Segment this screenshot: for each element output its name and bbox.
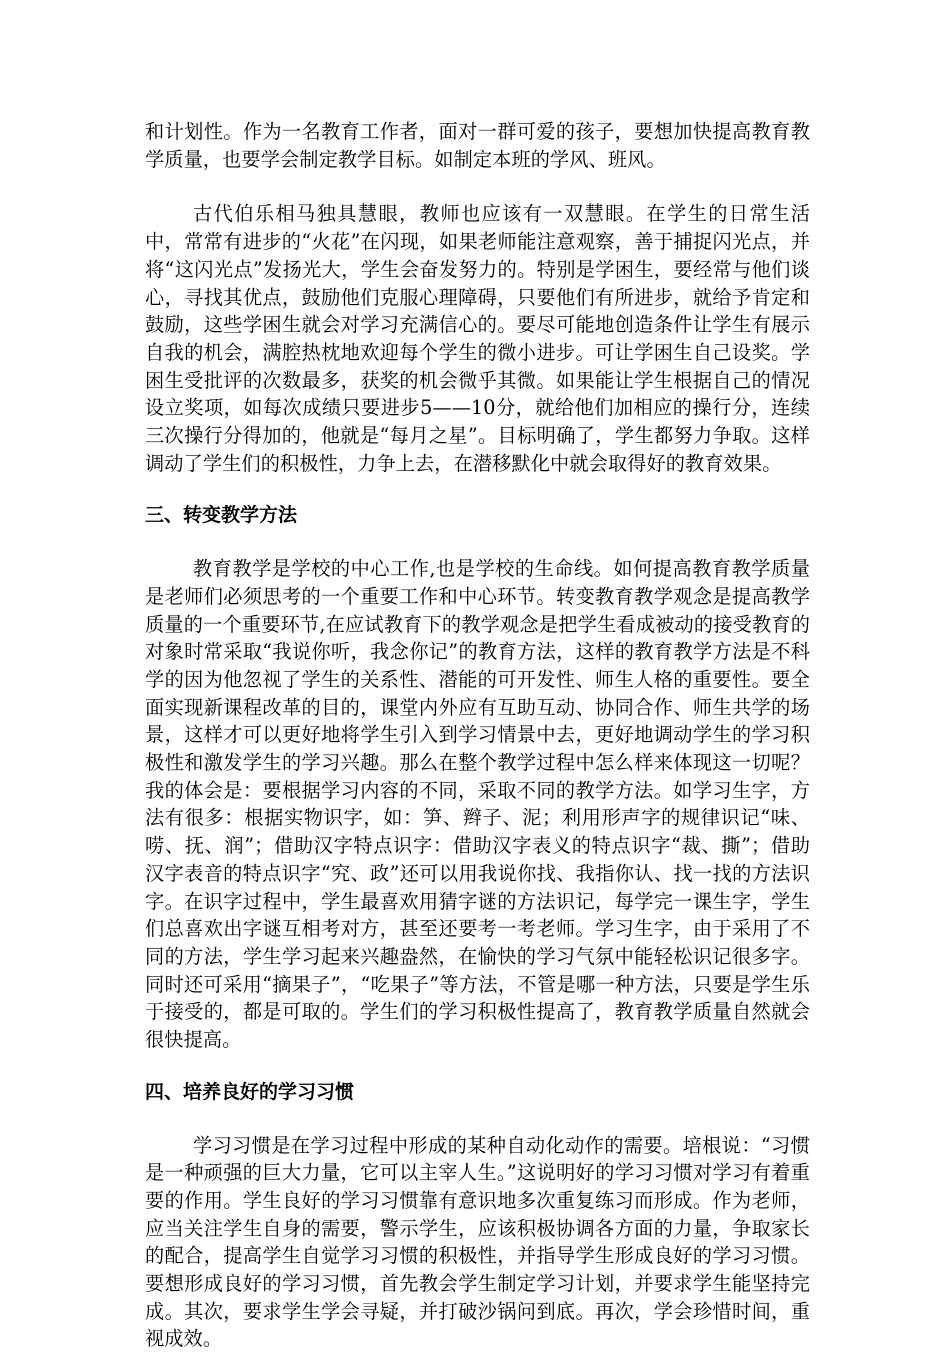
paragraph-section-3: 教育教学是学校的中心工作,也是学校的生命线。如何提高教育教学质量是老师们必须思考的一个重要工作和中心环节。转变教育教学观念是提高教学质量的一个重要环节,在应试教育下的教学观念是把学生看成被动的接受教育的对象时常采取“我说你听，我念你记”的教育方法，这样的教育教学方法是不科学的因为他忽视了学生的关系性、潜能的可开发性、师生人格的重要性。要全面实现新课程改革的目的，课堂内外应有互助互动、协同合作、师生共学的场景，这样才可以更好地将学生引入到学习情景中去，更好地调动学生的学习积极性和激发学生的学习兴趣。那么在整个教学过程中怎么样来体现这一切呢？我的体会是：要根据学习内容的不同，采取不同的教学方法。如学习生字，方法有很多：根据实物识字，如：笋、辫子、泥；利用形声字的规律识记“味、唠、抚、润”；借助汉字特点识字：借助汉字表义的特点识字“裁、撕”；借助汉字表音的特点识字“究、政”还可以用我说你找、我指你认、找一找的方法识字。在识字过程中，学生最喜欢用猜字谜的方法识记，每学完一课生字，学生们总喜欢出字谜互相考对方，甚至还要考一考老师。学习生字，由于采用了不同的方法，学生学习起来兴趣盎然，在愉快的学习气氛中能轻松识记很多字。同时还可采用“摘果子”，“吃果子”等方法，不管是哪一种方法，只要是学生乐于接受的，都是可取的。学生们的学习积极性提高了，教育教学质量自然就会很快提高。 [145, 555, 810, 1054]
section-heading-4: 四、培养良好的学习习惯 [145, 1079, 810, 1107]
section-heading-3: 三、转变教学方法 [145, 502, 810, 530]
paragraph-bole-analogy: 古代伯乐相马独具慧眼，教师也应该有一双慧眼。在学生的日常生活中，常常有进步的“火花”在闪现，如果老师能注意观察，善于捕捉闪光点，并将“这闪光点”发扬光大，学生会奋发努力的。特别是学困生，要经常与他们谈心，寻找其优点，鼓励他们克服心理障碍，只要他们有所进步，就给予肯定和鼓励，这些学困生就会对学习充满信心的。要尽可能地创造条件让学生有展示自我的机会，满腔热枕地欢迎每个学生的微小进步。可让学困生自己设奖。学困生受批评的次数最多，获奖的机会微乎其微。如果能让学生根据自己的情况设立奖项，如每次成绩只要进步5——10分，就给他们加相应的操行分，连续三次操行分得加的，他就是“每月之星”。目标明确了，学生都努力争取。这样调动了学生们的积极性，力争上去，在潜移默化中就会取得好的教育效果。 [145, 200, 810, 477]
paragraph-intro-continuation: 和计划性。作为一名教育工作者，面对一群可爱的孩子，要想加快提高教育教学质量，也要学会制定教学目标。如制定本班的学风、班风。 [145, 118, 810, 173]
paragraph-section-4: 学习习惯是在学习过程中形成的某种自动化动作的需要。培根说：“习惯是一种顽强的巨大力量，它可以主宰人生。”这说明好的学习习惯对学习有着重要的作用。学生良好的学习习惯靠有意识地多次重复练习而形成。作为老师，应当关注学生自身的需要，警示学生，应该积极协调各方面的力量，争取家长的配合，提高学生自觉学习习惯的积极性，并指导学生形成良好的学习习惯。要想形成良好的学习习惯，首先教会学生制定学习计划，并要求学生能坚持完成。其次，要求学生学会寻疑，并打破沙锅问到底。再次，学会珍惜时间，重视成效。 [145, 1132, 810, 1353]
document-page [145, 118, 810, 1353]
